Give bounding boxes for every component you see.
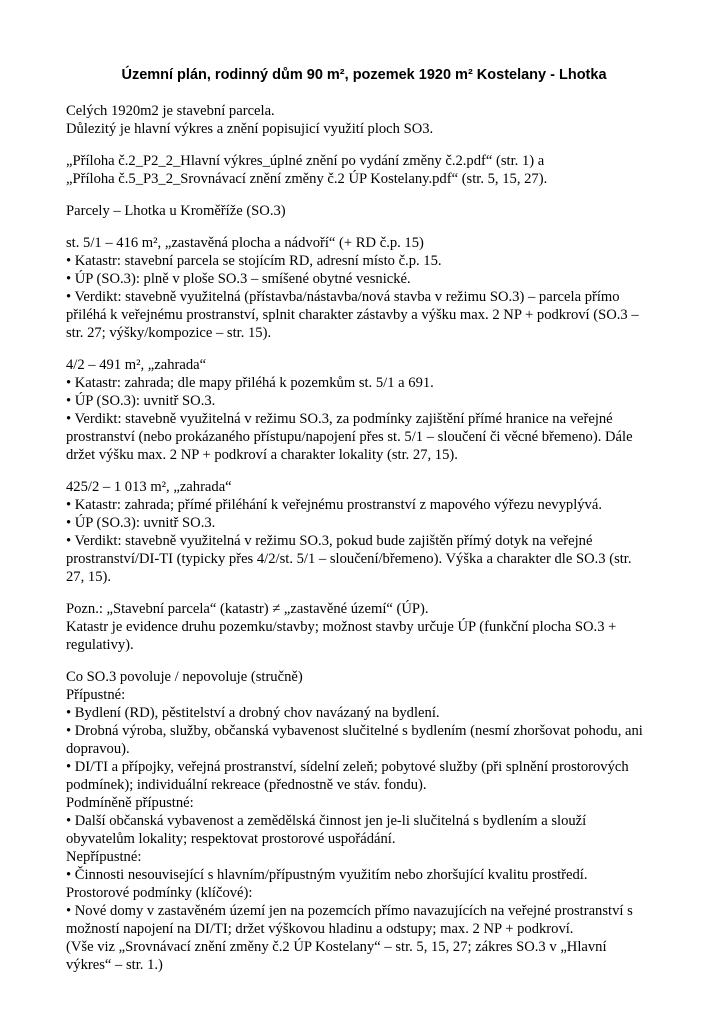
text-line: Parcely – Lhotka u Kroměříže (SO.3) (66, 203, 286, 219)
text-line: • Verdikt: stavebně využitelná v režimu SO.3, za podmínky zajištění přímé hranice na veřejné (66, 411, 613, 427)
text-line: • ÚP (SO.3): plně v ploše SO.3 – smíšené obytné vesnické. (66, 271, 411, 287)
paragraph (66, 356, 662, 464)
text-line: Důlezitý je hlavní výkres a znění popisujicí využití ploch SO3. (66, 121, 434, 137)
paragraph (66, 600, 662, 654)
text-line: • Katastr: stavební parcela se stojícím RD, adresní místo č.p. 15. (66, 253, 442, 269)
text-line: • Verdikt: stavebně využitelná (přístavba/nástavba/nová stavba v režimu SO.3) – parcela přímo (66, 289, 620, 305)
text-line: • Katastr: zahrada; dle mapy přiléhá k pozemkům st. 5/1 a 691. (66, 375, 434, 391)
document-body (66, 102, 662, 974)
text-line: Pozn.: „Stavební parcela“ (katastr) ≠ „zastavěné území“ (ÚP). (66, 601, 429, 617)
text-line: dopravou). (66, 741, 130, 757)
text-line: Prostorové podmínky (klíčové): (66, 885, 253, 901)
text-line: prostranství (nebo prokázaného přístupu/napojení přes st. 5/1 – sloučení či věcné břemeno). Dále (66, 429, 633, 445)
paragraph (66, 234, 662, 342)
document-title: Územní plán, rodinný dům 90 m², pozemek 1920 m² Kostelany - Lhotka (121, 67, 607, 83)
text-line: držet výšku max. 2 NP + podkroví a charakter lokality (str. 27, 15). (66, 447, 458, 463)
text-line: • DI/TI a přípojky, veřejná prostranství, sídelní zeleň; pobytové služby (při splnění prostorových (66, 759, 629, 775)
text-line: • ÚP (SO.3): uvnitř SO.3. (66, 393, 216, 409)
text-line: 4/2 – 491 m², „zahrada“ (66, 357, 207, 373)
text-line: prostranství/DI-TI (typicky přes 4/2/st. 5/1 – sloučení/břemeno). Výška a charakter dle SO.3 (str. (66, 551, 632, 567)
text-line: • Činnosti nesouvisející s hlavním/přípustným využitím nebo zhoršující kvalitu prostředí. (66, 867, 588, 883)
text-line: 27, 15). (66, 569, 111, 585)
text-line: st. 5/1 – 416 m², „zastavěná plocha a nádvoří“ (+ RD č.p. 15) (66, 235, 424, 251)
text-line: 425/2 – 1 013 m², „zahrada“ (66, 479, 232, 495)
text-line: podmínek); individuální rekreace (přednostně ve stáv. fondu). (66, 777, 427, 793)
text-line: přiléhá k veřejnému prostranství, splnit charakter zástavby a výšku max. 2 NP + podkroví (SO.3 – (66, 307, 639, 323)
paragraph (66, 202, 662, 220)
text-line: • Verdikt: stavebně využitelná v režimu SO.3, pokud bude zajištěn přímý dotyk na veřejné (66, 533, 593, 549)
text-line: možností napojení na DI/TI; držet výškovou hladinu a odstupy; max. 2 NP + podkroví. (66, 921, 574, 937)
paragraph (66, 152, 662, 188)
text-line: • Nové domy v zastavěném území jen na pozemcích přímo navazujících na veřejné prostranství s (66, 903, 633, 919)
paragraph (66, 478, 662, 586)
text-line: • ÚP (SO.3): uvnitř SO.3. (66, 515, 216, 531)
text-line: Nepřípustné: (66, 849, 142, 865)
text-line: (Vše viz „Srovnávací znění změny č.2 ÚP Kostelany“ – str. 5, 15, 27; zákres SO.3 v „Hlavní (66, 939, 607, 955)
text-line: • Další občanská vybavenost a zemědělská činnost jen je-li slučitelná s bydlením a slouží (66, 813, 587, 829)
text-line: • Drobná výroba, služby, občanská vybavenost slučitelné s bydlením (nesmí zhoršovat pohodu, ani (66, 723, 643, 739)
text-line: Celých 1920m2 je stavební parcela. (66, 103, 275, 119)
text-line: Přípustné: (66, 687, 126, 703)
paragraph (66, 668, 662, 974)
text-line: Co SO.3 povoluje / nepovoluje (stručně) (66, 669, 303, 685)
text-line: • Bydlení (RD), pěstitelství a drobný chov navázaný na bydlení. (66, 705, 440, 721)
text-line: výkres“ – str. 1.) (66, 957, 163, 973)
text-line: „Příloha č.5_P3_2_Srovnávací znění změny č.2 ÚP Kostelany.pdf“ (str. 5, 15, 27). (66, 171, 548, 187)
text-line: Katastr je evidence druhu pozemku/stavby; možnost stavby určuje ÚP (funkční plocha SO.3 + (66, 619, 617, 635)
text-line: obyvatelům lokality; respektovat prostorové uspořádání. (66, 831, 396, 847)
paragraph (66, 102, 662, 138)
text-line: • Katastr: zahrada; přímé přiléhání k veřejnému prostranství z mapového výřezu nevyplývá. (66, 497, 602, 513)
text-line: „Příloha č.2_P2_2_Hlavní výkres_úplné znění po vydání změny č.2.pdf“ (str. 1) a (66, 153, 545, 169)
text-line: regulativy). (66, 637, 134, 653)
text-line: str. 27; výšky/kompozice – str. 15). (66, 325, 272, 341)
text-line: Podmíněně přípustné: (66, 795, 194, 811)
